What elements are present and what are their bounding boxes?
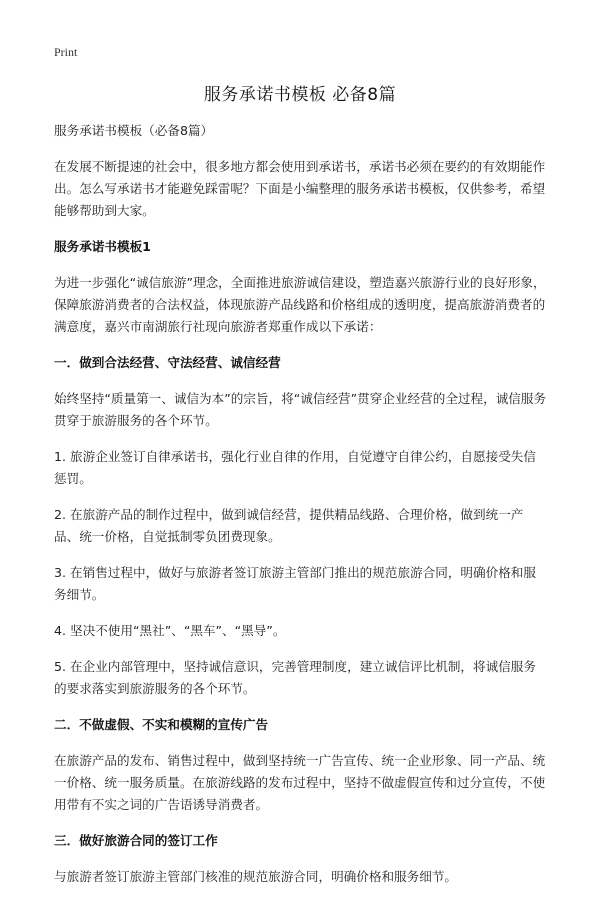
list-item-5: 5. 在企业内部管理中，坚持诚信意识，完善管理制度，建立诚信评比机制，将诚信服务的要求落实到旅游服务的各个环节。 <box>54 659 536 696</box>
part-heading-3: 三．做好旅游合同的签订工作 <box>54 833 218 848</box>
part-body-2: 在旅游产品的发布、销售过程中，做到坚持统一广告宣传、统一企业形象、同一产品、统一价格、统一服务质量。在旅游线路的发布过程中，坚持不做虚假宣传和过分宣传，不使用带有不实之词的广告语诱导消费者。 <box>54 753 546 812</box>
list-item-2: 2. 在旅游产品的制作过程中，做到诚信经营，提供精品线路、合理价格，做到统一产品、统一价格，自觉抵制零负团费现象。 <box>54 507 524 544</box>
print-label[interactable]: Print <box>54 45 78 59</box>
part-body-3: 与旅游者签订旅游主管部门核准的规范旅游合同，明确价格和服务细节。 <box>54 869 457 884</box>
list-item-1: 1. 旅游企业签订自律承诺书，强化行业自律的作用，自觉遵守自律公约，自愿接受失信惩罚。 <box>54 449 536 486</box>
part-body-1: 始终坚持“质量第一、诚信为本”的宗旨，将“诚信经营”贯穿企业经营的全过程，诚信服务贯穿于旅游服务的各个环节。 <box>54 391 547 428</box>
part-heading-2: 二．不做虚假、不实和模糊的宣传广告 <box>54 717 269 732</box>
document-body <box>54 120 548 902</box>
section-intro-paragraph: 为进一步强化“诚信旅游”理念，全面推进旅游诚信建设，塑造嘉兴旅游行业的良好形象，保障旅游消费者的合法权益，体现旅游产品线路和价格组成的透明度，提高旅游消费者的满意度，嘉兴市南湖旅行社现向旅游者郑重作成以下承诺： <box>54 275 546 334</box>
intro-paragraph: 在发展不断提速的社会中，很多地方都会使用到承诺书，承诺书必须在要约的有效期能作出。怎么写承诺书才能避免踩雷呢？下面是小编整理的服务承诺书模板，仅供参考，希望能够帮助到大家。 <box>54 159 546 218</box>
page-title: 服务承诺书模板 必备8篇 <box>203 85 397 105</box>
section-heading: 服务承诺书模板1 <box>54 239 151 254</box>
document-subtitle: 服务承诺书模板（必备8篇） <box>54 123 214 138</box>
list-item-4: 4. 坚决不使用“黑社”、“黑车”、“黑导”。 <box>54 623 286 638</box>
list-item-3: 3. 在销售过程中，做好与旅游者签订旅游主管部门推出的规范旅游合同，明确价格和服务细节。 <box>54 565 536 602</box>
part-heading-1: 一．做到合法经营、守法经营、诚信经营 <box>54 355 281 370</box>
